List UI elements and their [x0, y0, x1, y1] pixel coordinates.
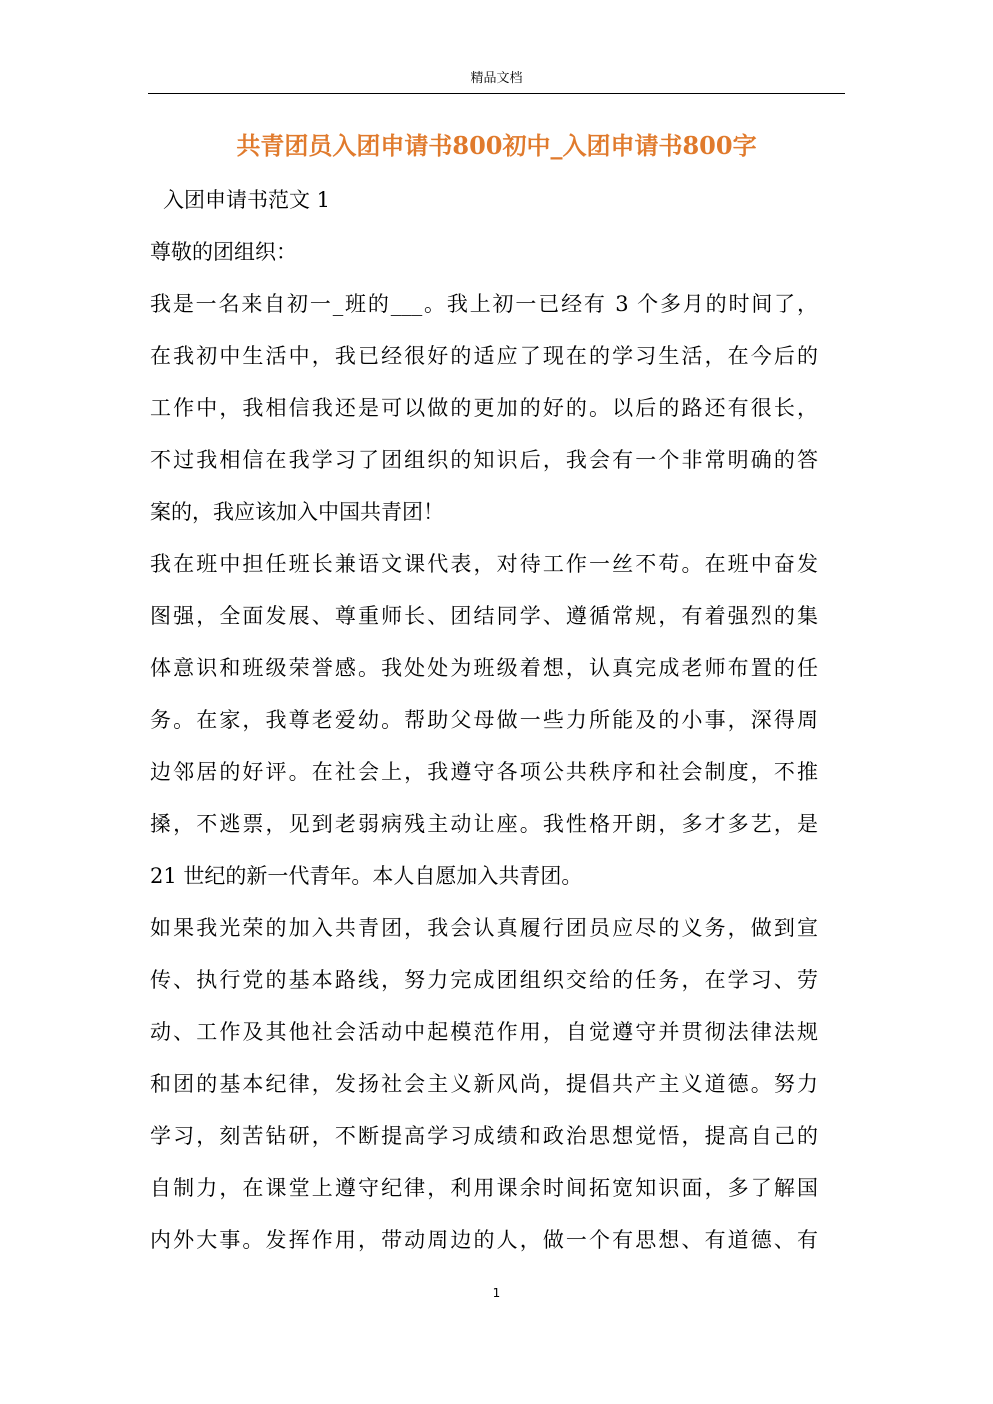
paragraph-3	[150, 910, 830, 1274]
text-line: 和团的基本纪律，发扬社会主义新风尚，提倡共产主义道德。努力	[150, 1072, 818, 1096]
salutation: 尊敬的团组织：	[150, 240, 297, 264]
text-line: 学习，刻苦钻研，不断提高学习成绩和政治思想觉悟，提高自己的	[150, 1124, 818, 1148]
text-line: 如果我光荣的加入共青团，我会认真履行团员应尽的义务，做到宣	[150, 916, 818, 940]
text-line: 在我初中生活中，我已经很好的适应了现在的学习生活，在今后的	[150, 344, 818, 368]
text-line: 动、工作及其他社会活动中起模范作用，自觉遵守并贯彻法律法规	[150, 1020, 818, 1044]
header-divider	[148, 93, 845, 94]
text-line: 边邻居的好评。在社会上，我遵守各项公共秩序和社会制度，不推	[150, 760, 818, 784]
letter-body	[150, 286, 830, 1274]
text-line: 不过我相信在我学习了团组织的知识后，我会有一个非常明确的答	[150, 448, 818, 472]
text-line: 传、执行党的基本路线，努力完成团组织交给的任务，在学习、劳	[150, 968, 818, 992]
text-line: 搡，不逃票，见到老弱病残主动让座。我性格开朗，多才多艺，是	[150, 812, 818, 836]
text-line: 工作中，我相信我还是可以做的更加的好的。以后的路还有很长，	[150, 396, 818, 420]
page-number: 1	[492, 1286, 501, 1300]
page-header-label: 精品文档	[470, 71, 523, 86]
text-line: 内外大事。发挥作用，带动周边的人，做一个有思想、有道德、有	[150, 1228, 818, 1252]
text-line: 务。在家，我尊老爱幼。帮助父母做一些力所能及的小事，深得周	[150, 708, 818, 732]
text-line: 案的，我应该加入中国共青团！	[150, 500, 444, 524]
text-line: 我是一名来自初一_班的___。我上初一已经有 3 个多月的时间了，	[150, 292, 818, 316]
text-line: 体意识和班级荣誉感。我处处为班级着想，认真完成老师布置的任	[150, 656, 818, 680]
document-title: 共青团员入团申请书800初中_入团申请书800字	[236, 131, 757, 160]
text-line: 自制力，在课堂上遵守纪律，利用课余时间拓宽知识面，多了解国	[150, 1176, 818, 1200]
text-line: 我在班中担任班长兼语文课代表，对待工作一丝不苟。在班中奋发	[150, 552, 818, 576]
paragraph-1	[150, 286, 830, 546]
section-heading: 入团申请书范文 1	[163, 188, 331, 212]
paragraph-2	[150, 546, 830, 910]
text-line: 21 世纪的新一代青年。本人自愿加入共青团。	[150, 864, 583, 888]
text-line: 图强，全面发展、尊重师长、团结同学、遵循常规，有着强烈的集	[150, 604, 818, 628]
